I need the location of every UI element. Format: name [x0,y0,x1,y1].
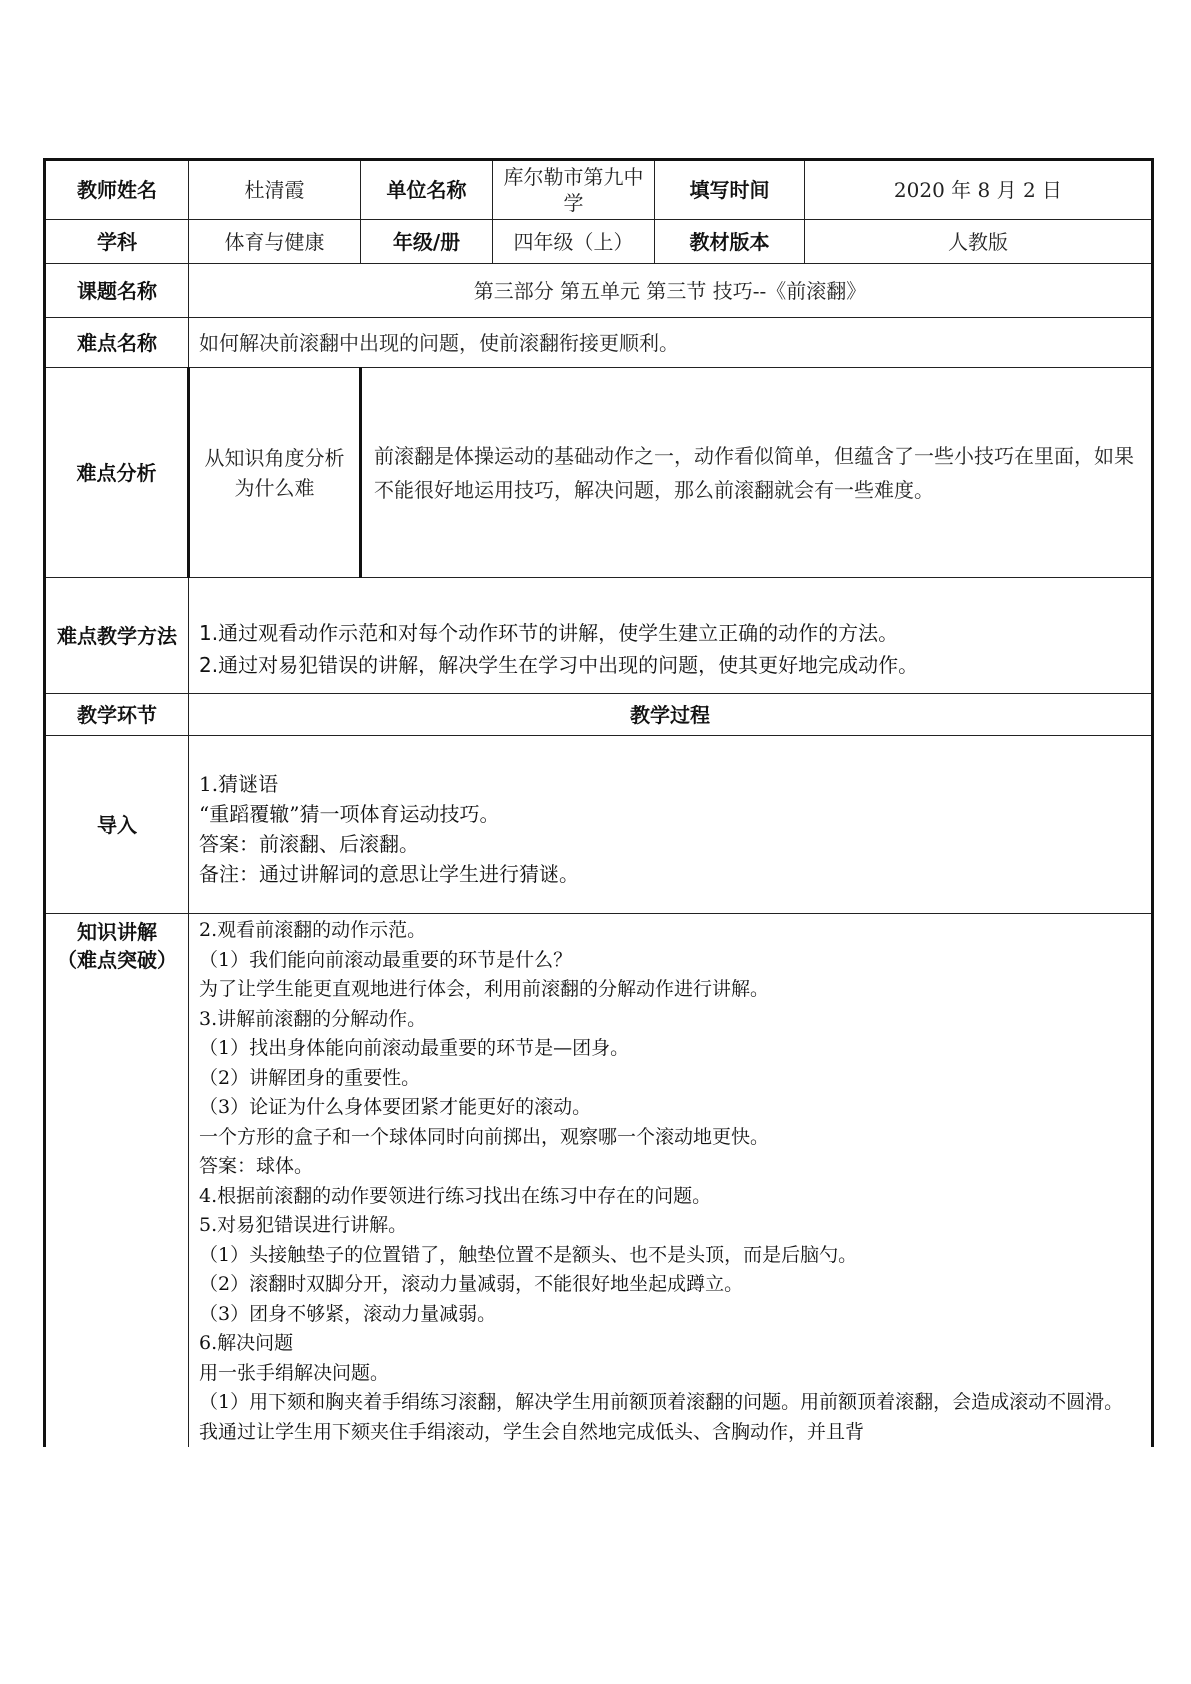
grade-label: 年级/册 [361,220,493,264]
intro-line-4: 备注：通过讲解词的意思让学生进行猜谜。 [199,861,579,886]
date-label: 填写时间 [655,160,805,220]
method-label: 难点教学方法 [45,578,189,694]
knowledge-line-17: （1）用下颏和胸夹着手绢练习滚翻，解决学生用前额顶着滚翻的问题。用前额顶着滚翻，会造成滚动不圆滑。我通过让学生用下颏夹住手绢滚动，学生会自然地完成低头、含胸动作，并且背 [199,1391,1124,1443]
topic-row [45,264,1153,318]
intro-cell [189,736,1153,914]
method-line-1: 1.通过观看动作示范和对每个动作环节的讲解，使学生建立正确的动作的方法。 [199,620,899,645]
knowledge-row [45,914,1153,1448]
knowledge-line-11: 5.对易犯错误进行讲解。 [199,1214,408,1236]
topic-value: 第三部分 第五单元 第三节 技巧--《前滚翻》 [189,264,1153,318]
edition-label: 教材版本 [655,220,805,264]
difficulty-row [45,318,1153,368]
intro-line-1: 1.猜谜语 [199,771,279,796]
knowledge-line-2: （1）我们能向前滚动最重要的环节是什么？ [199,948,573,971]
intro-label: 导入 [45,736,189,914]
method-row [45,578,1153,694]
knowledge-line-8: 一个方形的盒子和一个球体同时向前掷出，观察哪一个滚动地更快。 [199,1125,770,1148]
edition-value: 人教版 [805,220,1153,264]
knowledge-line-7: （3）论证为什么身体要团紧才能更好的滚动。 [199,1096,592,1118]
knowledge-line-16: 用一张手绢解决问题。 [199,1361,390,1384]
intro-line-2: “重蹈覆辙”猜一项体育运动技巧。 [199,801,500,826]
header-row-1 [45,160,1153,220]
unit-value: 库尔勒市第九中学 [493,160,655,220]
method-line-2: 2.通过对易犯错误的讲解，解决学生在学习中出现的问题，使其更好地完成动作。 [199,652,919,677]
intro-row [45,736,1153,914]
knowledge-line-10: 4.根据前滚翻的动作要领进行练习找出在练习中存在的问题。 [199,1184,712,1207]
intro-line-3: 答案：前滚翻、后滚翻。 [199,831,419,856]
analysis-value: 前滚翻是体操运动的基础动作之一，动作看似简单，但蕴含了一些小技巧在里面，如果不能很好地运用技巧，解决问题，那么前滚翻就会有一些难度。 [361,368,1153,578]
knowledge-line-3: 为了让学生能更直观地进行体会，利用前滚翻的分解动作进行讲解。 [199,978,770,1000]
analysis-label: 难点分析 [45,368,189,578]
lesson-form-table [43,158,1154,1447]
stage-label: 教学环节 [45,694,189,736]
difficulty-value: 如何解决前滚翻中出现的问题，使前滚翻衔接更顺利。 [189,318,1153,368]
unit-label: 单位名称 [361,160,493,220]
knowledge-cell [189,914,1153,1448]
knowledge-line-15: 6.解决问题 [199,1332,294,1354]
knowledge-line-4: 3.讲解前滚翻的分解动作。 [199,1007,427,1030]
method-cell [189,578,1153,694]
teacher-label: 教师姓名 [45,160,189,220]
process-label: 教学过程 [189,694,1153,736]
knowledge-line-1: 2.观看前滚翻的动作示范。 [199,919,427,941]
knowledge-line-5: （1）找出身体能向前滚动最重要的环节是—团身。 [199,1037,630,1059]
knowledge-line-6: （2）讲解团身的重要性。 [199,1066,421,1089]
knowledge-line-14: （3）团身不够紧，滚动力量减弱。 [199,1302,497,1325]
teacher-value: 杜清霞 [189,160,361,220]
analysis-row [45,368,1153,578]
grade-value: 四年级（上） [493,220,655,264]
difficulty-label: 难点名称 [45,318,189,368]
knowledge-line-12: （1）头接触垫子的位置错了，触垫位置不是额头、也不是头顶，而是后脑勺。 [199,1243,858,1266]
knowledge-line-9: 答案：球体。 [199,1155,314,1177]
subject-value: 体育与健康 [189,220,361,264]
knowledge-label-line-2: （难点突破） [57,948,177,972]
subject-label: 学科 [45,220,189,264]
knowledge-label-cell [45,914,189,1448]
header-row-2 [45,220,1153,264]
date-value: 2020 年 8 月 2 日 [805,160,1153,220]
topic-label: 课题名称 [45,264,189,318]
knowledge-line-13: （2）滚翻时双脚分开，滚动力量减弱，不能很好地坐起成蹲立。 [199,1273,744,1295]
knowledge-label-line-1: 知识讲解 [77,920,157,944]
process-header-row [45,694,1153,736]
analysis-sub-label: 从知识角度分析为什么难 [189,368,361,578]
